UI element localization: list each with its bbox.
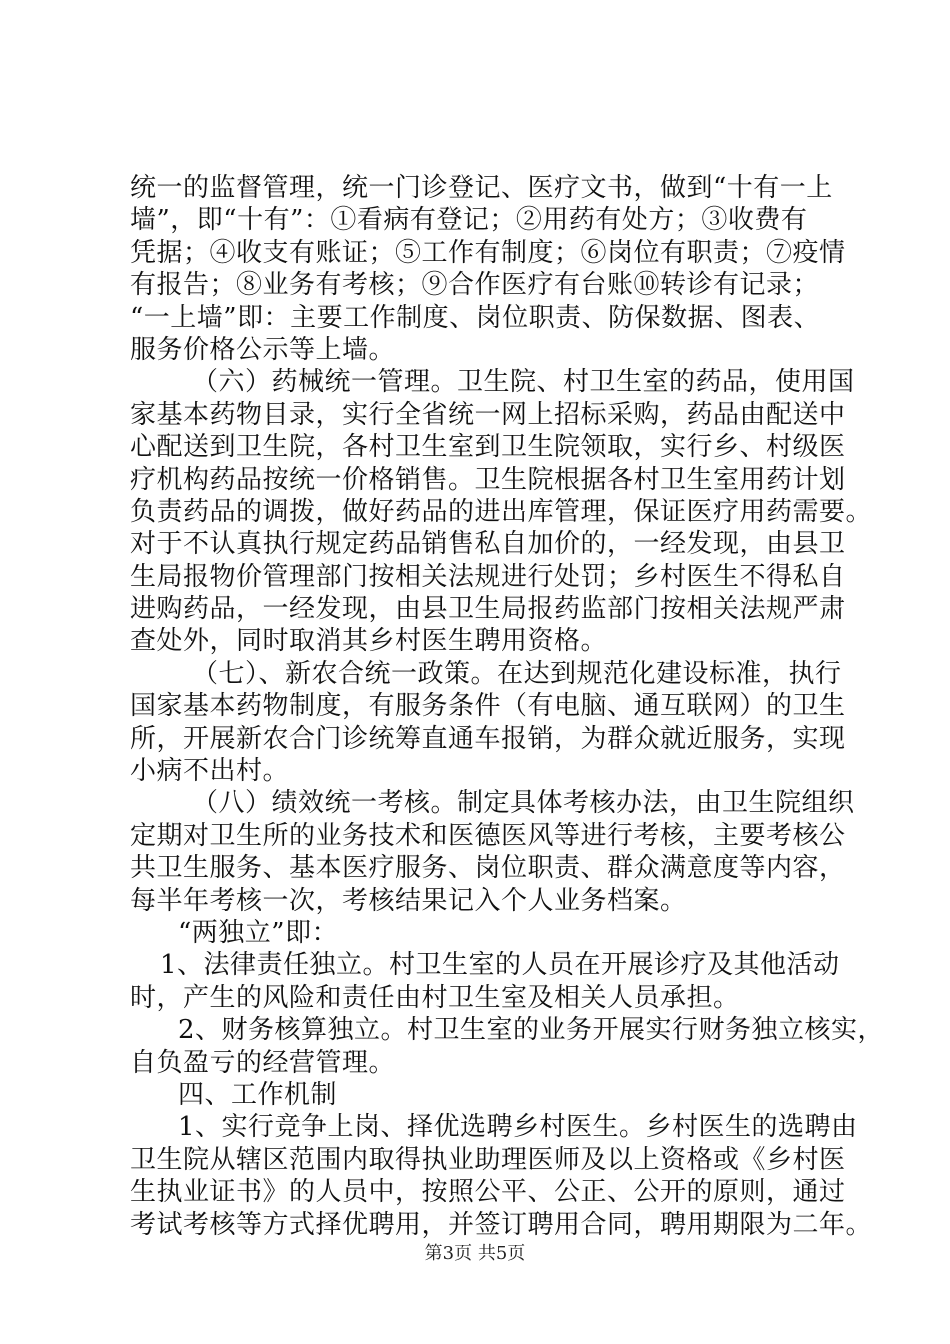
text-line: 生局报物价管理部门按相关法规进行处罚；乡村医生不得私自 [130, 561, 846, 592]
paragraph-start-line: （六）药械统一管理。卫生院、村卫生室的药品，使用国 [192, 367, 855, 398]
text-line: 时，产生的风险和责任由村卫生室及相关人员承担。 [130, 982, 740, 1013]
text-line: 进购药品，一经发现，由县卫生局报药监部门按相关法规严肃 [130, 594, 846, 625]
text-line: 负责药品的调拨，做好药品的进出库管理，保证医疗用药需要。 [130, 496, 873, 527]
text-line: 小病不出村。 [130, 756, 290, 787]
text-line: 所，开展新农合门诊统筹直通车报销，为群众就近服务，实现 [130, 723, 846, 754]
text-line: 心配送到卫生院，各村卫生室到卫生院领取，实行乡、村级医 [130, 432, 846, 463]
paragraph-start-line: （七）、新农合统一政策。在达到规范化建设标准，执行 [192, 658, 842, 689]
text-line: 墙”，即“十有”：①看病有登记；②用药有处方；③收费有 [130, 205, 808, 236]
text-line: 疗机构药品按统一价格销售。卫生院根据各村卫生室用药计划 [130, 464, 846, 495]
text-line: 查处外，同时取消其乡村医生聘用资格。 [130, 626, 608, 657]
text-line: 统一的监督管理，统一门诊登记、医疗文书，做到“十有一上 [130, 173, 833, 203]
text-line: 自负盈亏的经营管理。 [130, 1047, 396, 1078]
text-line: 卫生院从辖区范围内取得执业助理医师及以上资格或《乡村医 [130, 1144, 846, 1175]
page-footer: 第3页 共5页 [424, 1243, 526, 1264]
text-line: 对于不认真执行规定药品销售私自加价的，一经发现，由县卫 [130, 529, 846, 560]
paragraph-start-line: “两独立”即： [178, 917, 339, 948]
text-line: 家基本药物目录，实行全省统一网上招标采购，药品由配送中 [130, 399, 846, 430]
text-line: 共卫生服务、基本医疗服务、岗位职责、群众满意度等内容， [130, 853, 846, 884]
text-line: 有报告；⑧业务有考核；⑨合作医疗有台账⑩转诊有记录； [130, 270, 820, 301]
text-line: 凭据；④收支有账证；⑤工作有制度；⑥岗位有职责；⑦疫情 [130, 237, 846, 268]
text-line: 考试考核等方式择优聘用，并签订聘用合同，聘用期限为二年。 [130, 1209, 873, 1240]
text-line: 每半年考核一次，考核结果记入个人业务档案。 [130, 885, 687, 916]
paragraph-start-line: 1、法律责任独立。村卫生室的人员在开展诊疗及其他活动 [160, 950, 840, 981]
text-line: 定期对卫生所的业务技术和医德医风等进行考核，主要考核公 [130, 820, 846, 851]
paragraph-start-line: （八）绩效统一考核。制定具体考核办法，由卫生院组织 [192, 788, 855, 819]
text-line: 服务价格公示等上墙。 [130, 334, 396, 365]
text-line: “一上墙”即：主要工作制度、岗位职责、防保数据、图表、 [130, 302, 821, 333]
text-line: 国家基本药物制度，有服务条件（有电脑、通互联网）的卫生 [130, 691, 846, 722]
document-body [130, 172, 885, 1241]
section-heading: 四、工作机制 [178, 1079, 338, 1110]
paragraph-start-line: 1、实行竞争上岗、择优选聘乡村医生。乡村医生的选聘由 [178, 1112, 858, 1143]
paragraph-start-line: 2、财务核算独立。村卫生室的业务开展实行财务独立核实， [178, 1015, 885, 1046]
text-line: 生执业证书》的人员中，按照公平、公正、公开的原则，通过 [130, 1177, 846, 1208]
